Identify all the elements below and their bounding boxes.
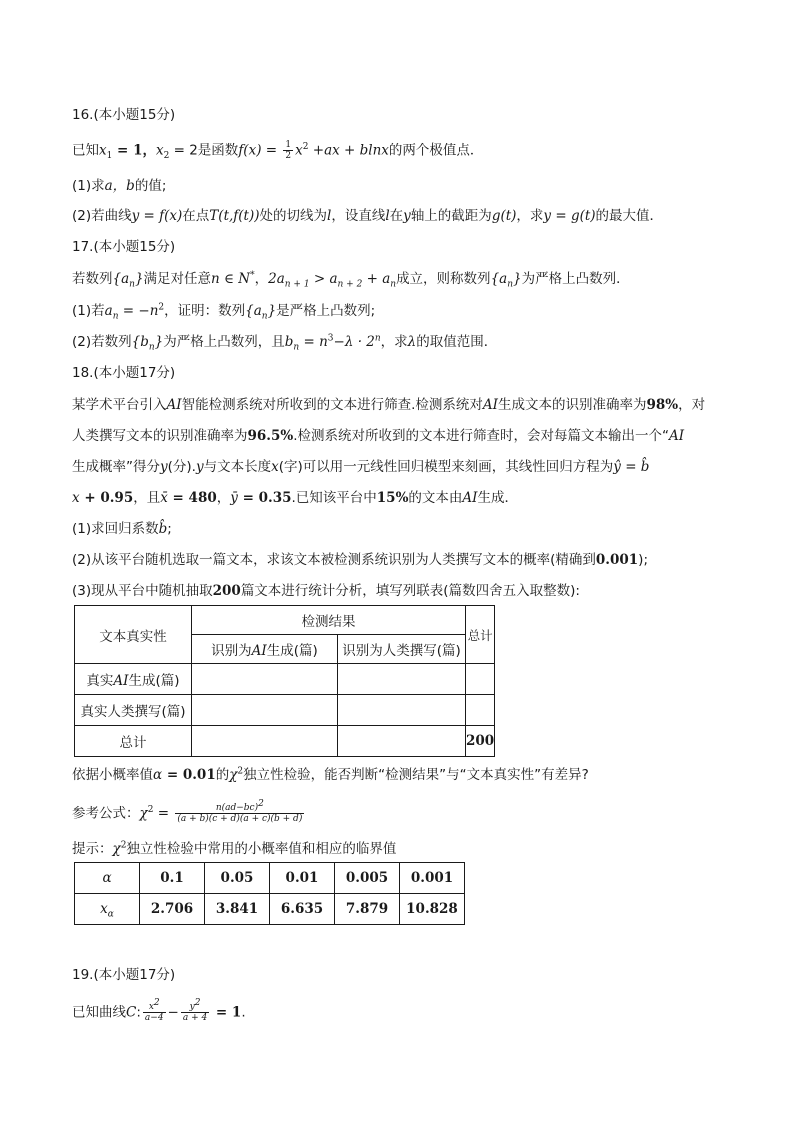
table-cell	[338, 695, 466, 726]
q17-header: 17.(本小题15分)	[72, 239, 176, 255]
q18-part2: (2)从该平台随机选取一篇文本，求该文本被检测系统识别为人类撰写文本的概率(精确到0.001);	[72, 552, 648, 568]
critical-row	[75, 894, 465, 925]
x-fraction: $\frac{x^2}{a-4}$	[144, 998, 164, 1023]
corner-header: 文本真实性	[75, 606, 192, 664]
hint-line: 提示：$\chi^2$独立性检验中常用的小概率值和相应的临界值	[72, 840, 397, 857]
table-cell: 0.1	[140, 863, 205, 894]
q16-part1: (1)求a，b的值;	[72, 178, 167, 194]
table-cell: 7.879	[335, 894, 400, 925]
q18-stem-line3: 生成概率”得分y(分).y与文本长度x(字)可以用一元线性回归模型来刻画，其线性回归方程为ŷ = b̂	[72, 459, 650, 475]
q18-stem-line1: 某学术平台引入AI智能检测系统对所收到的文本进行筛查.检测系统对AI生成文本的识别准确率为98%，对	[72, 397, 706, 413]
table-cell: 0.05	[205, 863, 270, 894]
q19-header: 19.(本小题17分)	[72, 967, 176, 983]
table-cell	[192, 726, 338, 757]
q18-question: 依据小概率值α = 0.01的$\chi^2$独立性检验，能否判断“检测结果”与“文本真实性”有差异?	[72, 766, 589, 783]
table-cell: 3.841	[205, 894, 270, 925]
row-human-header: 真实人类撰写(篇)	[75, 695, 192, 726]
table-cell	[338, 726, 466, 757]
q16-stem: 已知$x_1 = 1$，$x_2 = 2$是函数f(x) = $\frac{1}{2}$ $x^2 +ax + blnx$的两个极值点．	[72, 140, 484, 162]
table-cell	[466, 664, 495, 695]
table-cell: 6.635	[270, 894, 335, 925]
reference-formula: 参考公式：$\chi^2$ = $\frac{n(ad-bc)^2}{(a + b)(c + d)(a + c)(b + d)}$	[72, 799, 303, 824]
row-total-header: 总计	[75, 726, 192, 757]
table-cell: 10.828	[400, 894, 465, 925]
q16-header: 16.(本小题15分)	[72, 107, 176, 123]
alpha-row	[75, 863, 465, 894]
q16-part2: (2)若曲线y = f(x)在点T(t,f(t))处的切线为l，设直线l在y轴上的截距为g(t)，求y = g(t)的最大值．	[72, 208, 664, 224]
q18-stem-line2: 人类撰写文本的识别准确率为96.5%.检测系统对所收到的文本进行筛查时，会对每篇文本输出一个“AI	[72, 428, 685, 444]
half-fraction: $\frac{1}{2}$	[285, 140, 292, 161]
x-alpha-header: $x_\alpha$	[75, 894, 140, 925]
table-cell	[338, 664, 466, 695]
grand-total: 200	[466, 726, 495, 757]
group-header: 检测结果	[192, 606, 466, 635]
table-cell	[466, 695, 495, 726]
q17-part1: (1)若$a_n = -n^2$，证明：数列$\{a_n\}$是严格上凸数列;	[72, 302, 376, 322]
table-cell: 0.005	[335, 863, 400, 894]
col-ai-header: 识别为AI生成(篇)	[192, 635, 338, 664]
table-cell: 0.001	[400, 863, 465, 894]
q18-stem-line4: x + 0.95，且x̄ = 480，ȳ = 0.35.已知该平台中15%的文本由AI生成．	[72, 490, 518, 506]
q17-stem: 若数列$\{a_n\}$满足对任意n ∈ N*，$2a_{n + 1} > a_{n + 2} + a_n$成立，则称数列$\{a_n\}$为严格上凸数列．	[72, 270, 630, 290]
chi-square-fraction: $\frac{n(ad-bc)^2}{(a + b)(c + d)(a + c)(b + d)}$	[177, 799, 303, 824]
contingency-table	[74, 605, 495, 757]
row-ai-header: 真实AI生成(篇)	[75, 664, 192, 695]
critical-values-table	[74, 862, 465, 925]
y-fraction: $\frac{y^2}{a + 4}$	[182, 998, 208, 1023]
table-cell	[192, 664, 338, 695]
q19-stem: 已知曲线C: $\frac{x^2}{a-4}$ − $\frac{y^2}{a + 4}$ = 1.	[72, 998, 246, 1023]
q18-part3: (3)现从平台中随机抽取200篇文本进行统计分析，填写列联表(篇数四舍五入取整数):	[72, 583, 580, 599]
table-cell: 0.01	[270, 863, 335, 894]
table-cell: 2.706	[140, 894, 205, 925]
total-column-header: 总计	[466, 606, 495, 664]
table-cell	[192, 695, 338, 726]
q17-part2: (2)若数列$\{b_n\}$为严格上凸数列，且$b_n = n^3-\lambda \cdot 2^n$，求λ的取值范围．	[72, 333, 498, 353]
q18-part1: (1)求回归系数b̂;	[72, 521, 172, 537]
col-human-header: 识别为人类撰写(篇)	[338, 635, 466, 664]
q18-header: 18.(本小题17分)	[72, 365, 176, 381]
alpha-header: α	[75, 863, 140, 894]
